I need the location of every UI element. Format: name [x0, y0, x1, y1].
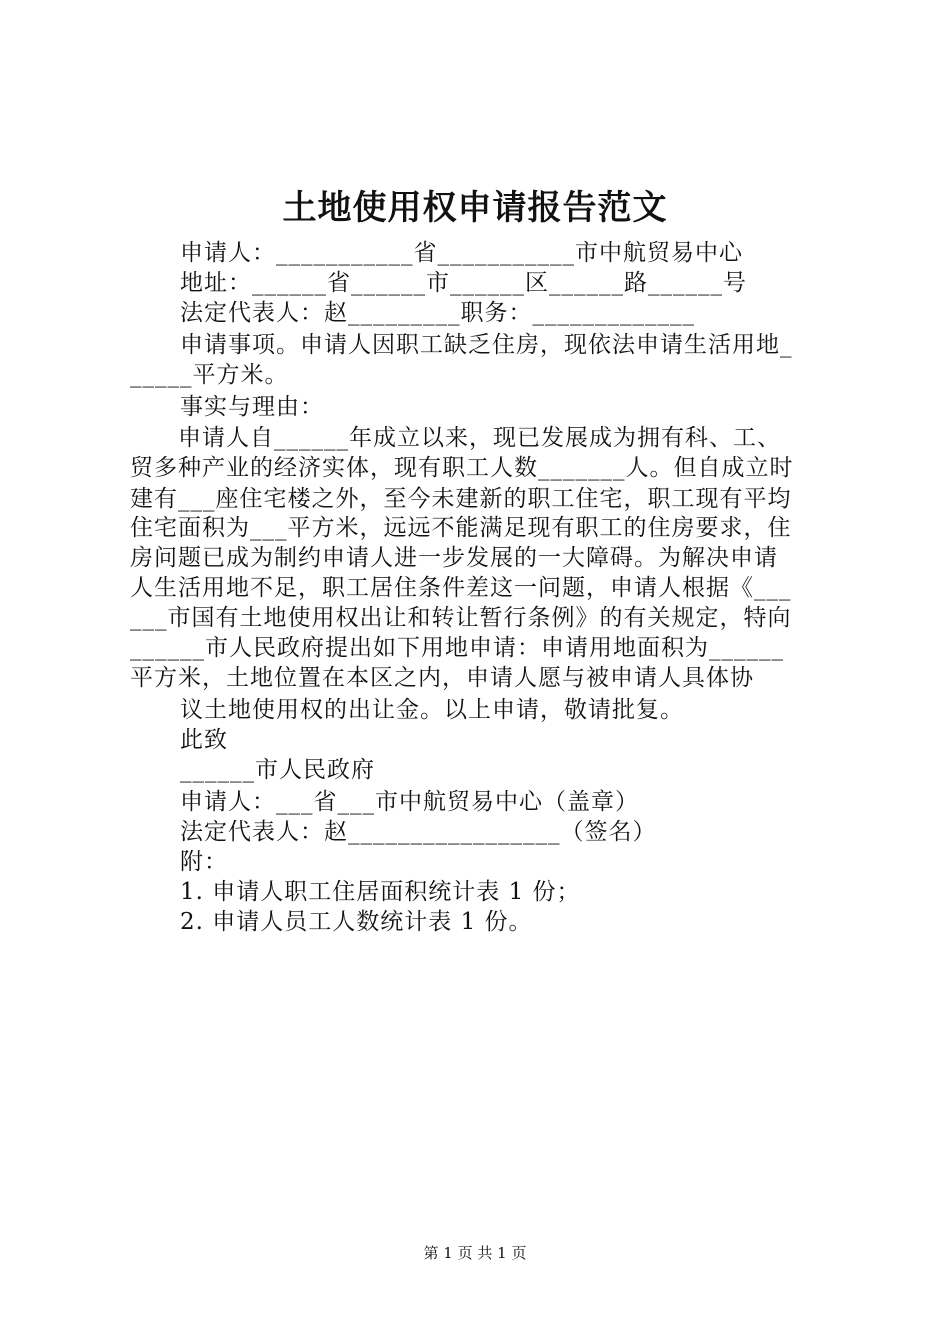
- facts-line: 住宅面积为___平方米，远远不能满足现有职工的住房要求，住: [130, 515, 792, 541]
- attachment-heading: 附：: [180, 849, 228, 875]
- facts-line: 贸多种产业的经济实体，现有职工人数_______人。但自成立时: [130, 455, 794, 481]
- recipient-line: ______市人民政府: [180, 757, 375, 783]
- attachment-item: 1. 申请人职工住居面积统计表 1 份；: [180, 879, 581, 905]
- address-line: 地址：______省______市______区______路______号: [180, 270, 747, 296]
- applicant-line: 申请人：___________省___________市中航贸易中心: [180, 240, 743, 266]
- facts-heading: 事实与理由：: [180, 394, 324, 420]
- application-matter-continuation: _____平方米。: [130, 362, 289, 388]
- salutation: 此致: [180, 727, 228, 753]
- attachment-item: 2. 申请人员工人数统计表 1 份。: [180, 909, 533, 935]
- facts-line: 建有___座住宅楼之外，至今未建新的职工住宅，职工现有平均: [130, 486, 792, 512]
- facts-line: ______市人民政府提出如下用地申请：申请用地面积为______: [130, 635, 784, 661]
- page-number-footer: 第 1 页 共 1 页: [423, 1244, 527, 1262]
- signature-legal-representative-line: 法定代表人：赵_________________（签名）: [180, 819, 657, 845]
- facts-line: 房问题已成为制约申请人进一步发展的一大障碍。为解决申请: [130, 545, 778, 571]
- facts-line: 申请人自______年成立以来，现已发展成为拥有科、工、: [178, 425, 781, 451]
- legal-representative-line: 法定代表人：赵_________职务：_____________: [180, 300, 695, 326]
- document-title: 土地使用权申请报告范文: [282, 188, 668, 228]
- signature-applicant-line: 申请人：___省___市中航贸易中心（盖章）: [180, 789, 639, 815]
- application-matter-line: 申请事项。申请人因职工缺乏住房，现依法申请生活用地_: [180, 332, 793, 358]
- facts-closing-line: 议土地使用权的出让金。以上申请，敬请批复。: [180, 697, 684, 723]
- facts-line: 人生活用地不足，职工居住条件差这一问题，申请人根据《___: [130, 575, 792, 601]
- facts-line: 平方米，土地位置在本区之内，申请人愿与被申请人具体协: [130, 665, 754, 691]
- facts-line: ___市国有土地使用权出让和转让暂行条例》的有关规定，特向: [130, 605, 792, 631]
